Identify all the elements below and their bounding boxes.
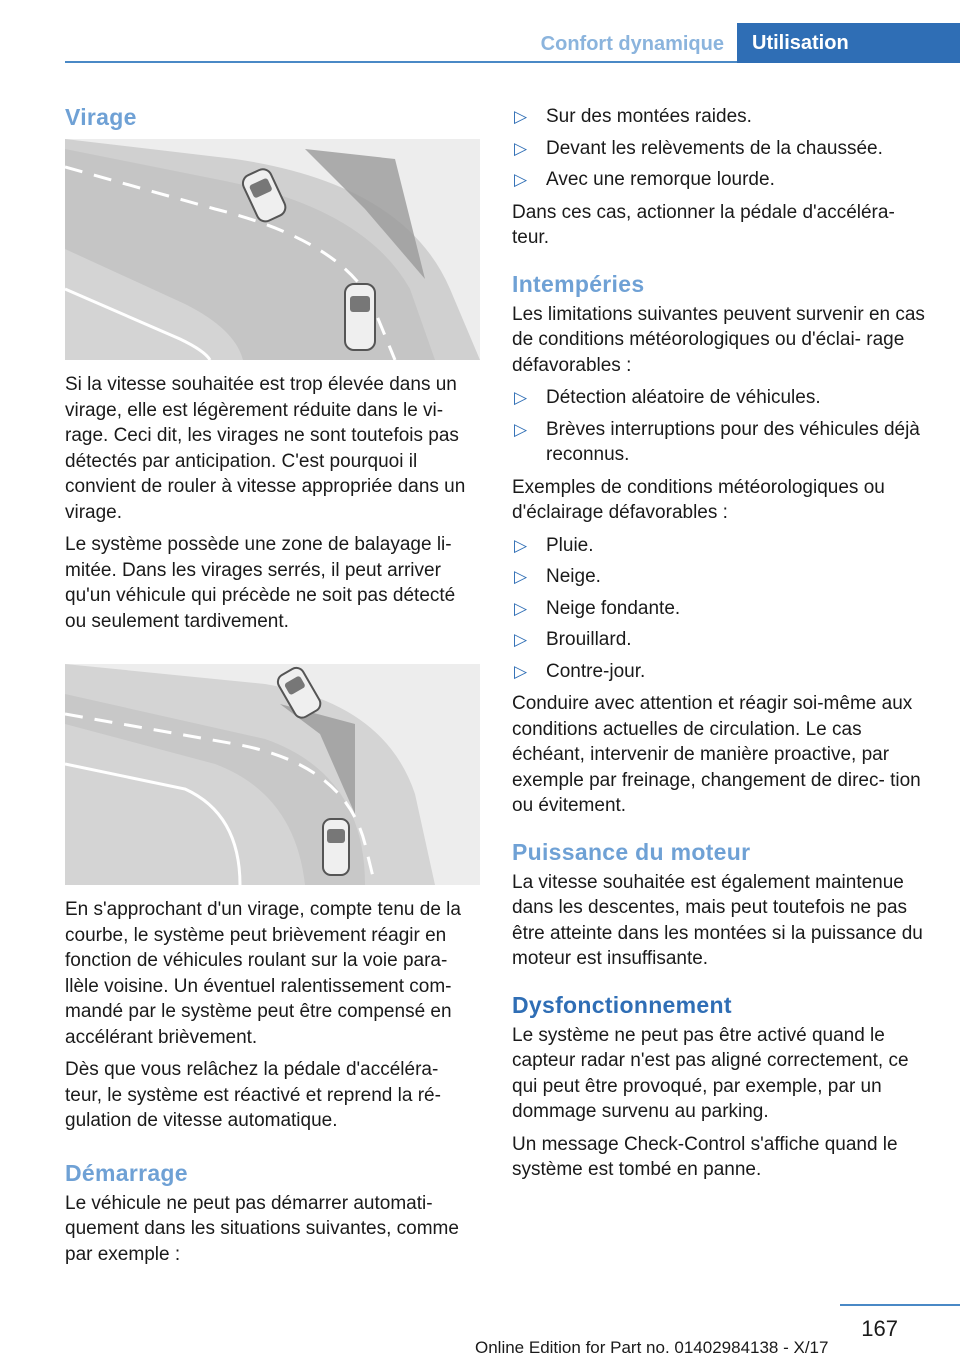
triangle-bullet-icon: ▷: [514, 630, 528, 649]
page-number: 167: [861, 1316, 898, 1341]
list-item: ▷ Avec une remorque lourde.: [512, 167, 927, 193]
header-section-title: Confort dynamique: [540, 33, 724, 55]
heading-demarrage: Démarrage: [65, 1159, 188, 1186]
triangle-bullet-icon: ▷: [514, 419, 528, 439]
list-item: ▷ Sur des montées raides.: [512, 104, 927, 130]
heading-dysfonctionnement: Dysfonctionnement: [512, 991, 732, 1018]
list-item: ▷ Devant les relèvements de la chaussée.: [512, 136, 927, 162]
list-situations: [512, 104, 927, 193]
list-item: ▷ Contre-jour.: [512, 659, 927, 685]
paragraph: Dès que vous relâchez la pédale d'accéléra‐ teur, le système est réactivé et reprend la ré‐ gulation de vitesse automatique.: [65, 1059, 441, 1131]
list-item: ▷ Neige.: [512, 564, 927, 590]
curve-illustration-2: [65, 664, 480, 885]
paragraph: Le système possède une zone de balayage li‐ mitée. Dans les virages serrés, il peut arriver qu'un véhicule qui précède ne soit pas détecté ou seulement tardivement.: [65, 534, 456, 632]
triangle-bullet-icon: ▷: [514, 535, 528, 555]
paragraph: Exemples de conditions météorologiques ou d'éclairage défavorables :: [512, 476, 885, 523]
paragraph: La vitesse souhaitée est également maintenue dans les descentes, mais peut toutefois ne pas être atteinte dans les montées si la puissance du moteur est insuffisante.: [512, 871, 923, 969]
car-icon: [345, 284, 375, 350]
paragraph: Un message Check-Control s'affiche quand le système est tombé en panne.: [512, 1133, 898, 1180]
list-item: ▷ Neige fondante.: [512, 596, 927, 622]
list-item: ▷ Détection aléatoire de véhicules.: [512, 385, 927, 411]
paragraph: Conduire avec attention et réagir soi-même aux conditions actuelles de circulation. Le cas échéant, intervenir de manière proactive, par exemple par freinage, changement de direc‐ tion ou évitement.: [512, 693, 921, 816]
list-weather: [512, 533, 927, 685]
header-chapter-tab: Utilisation: [737, 23, 960, 63]
edition-footer: Online Edition for Part no. 01402984138 - X/17: [475, 1338, 829, 1357]
paragraph: En s'approchant d'un virage, compte tenu de la courbe, le système peut brièvement réagir en fonction de véhicules roulant sur la voie para‐ llèle voisine. Un éventuel ralentissement com‐ mandé par le système peut être compensé en accélérant brièvement.: [65, 899, 461, 1048]
triangle-bullet-icon: ▷: [514, 598, 528, 618]
paragraph: Si la vitesse souhaitée est trop élevée dans un virage, elle est légèrement réduite dans le vi‐ rage. Ceci dit, les virages ne sont toutefois pas détectés par anticipation. C'est pourquoi il convient de rouler à vitesse appropriée dans un virage.: [65, 374, 466, 523]
car-icon: [323, 819, 349, 875]
left-column: [65, 95, 480, 1274]
curve-illustration-1: [65, 139, 480, 360]
triangle-bullet-icon: ▷: [514, 107, 528, 126]
list-item: ▷ Pluie.: [512, 533, 927, 559]
list-limitations: [512, 385, 927, 468]
paragraph: Le véhicule ne peut pas démarrer automati‐ quement dans les situations suivantes, comme par exemple :: [65, 1192, 459, 1265]
paragraph: Les limitations suivantes peuvent survenir en cas de conditions météorologiques ou d'éclai‐ rage défavorables :: [512, 303, 925, 376]
triangle-bullet-icon: ▷: [514, 170, 528, 189]
heading-virage: Virage: [65, 104, 137, 130]
footer-rule: [840, 1304, 960, 1306]
heading-intemperies: Intempéries: [512, 270, 645, 297]
heading-puissance: Puissance du moteur: [512, 838, 751, 865]
list-item: ▷ Brouillard.: [512, 627, 927, 653]
triangle-bullet-icon: ▷: [514, 138, 528, 158]
right-column: [512, 104, 927, 1190]
triangle-bullet-icon: ▷: [514, 661, 528, 681]
paragraph: Le système ne peut pas être activé quand le capteur radar n'est pas aligné correctement, ce qui peut être provoqué, par exemple, par un dommage survenu au parking.: [512, 1024, 909, 1122]
list-item: ▷ Brèves interruptions pour des véhicules déjà reconnus.: [514, 418, 920, 465]
triangle-bullet-icon: ▷: [514, 388, 528, 407]
paragraph: Dans ces cas, actionner la pédale d'accéléra‐ teur.: [512, 201, 895, 248]
triangle-bullet-icon: ▷: [514, 567, 528, 586]
